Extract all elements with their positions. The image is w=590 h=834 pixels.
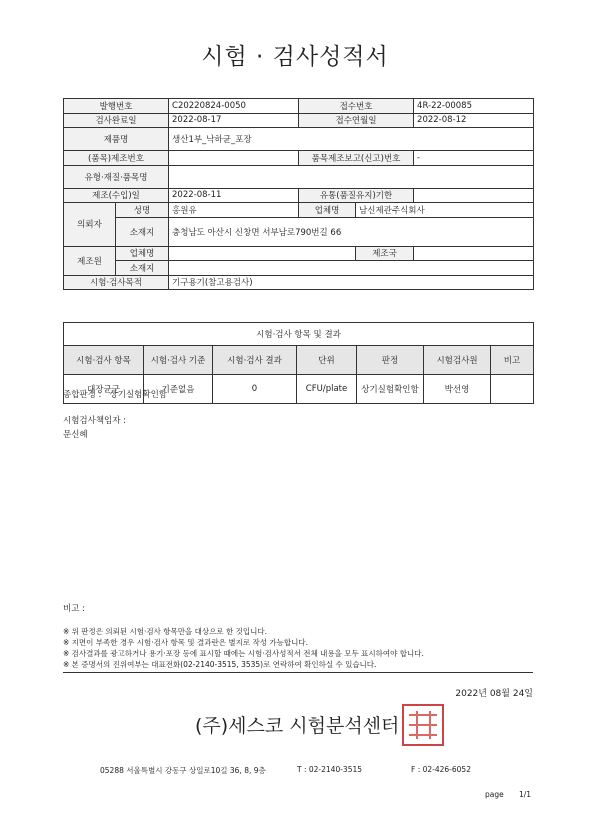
receipt-no-label: 접수번호 xyxy=(299,99,414,114)
receipt-date-value: 2022-08-12 xyxy=(414,113,534,128)
results-section-title: 시험·검사 항목 및 결과 xyxy=(64,323,534,346)
cell-test-item: 대장균군 xyxy=(64,375,144,404)
note-2: ※ 지면이 부족한 경우 시험·검사 항목 및 결과란은 별지로 작성 가능합니다. xyxy=(63,638,308,647)
cell-inspector: 박선영 xyxy=(424,375,491,404)
footer-address: 05288 서울특별시 강동구 상일로10길 36, 8, 9층 xyxy=(100,766,266,775)
header-test-item: 시험·검사 항목 xyxy=(64,346,144,375)
responsible-name: 문신혜 xyxy=(63,430,88,440)
overall-judgment xyxy=(63,388,167,400)
header-remarks: 비고 xyxy=(491,346,534,375)
purpose-value: 기구용기(참고용검사) xyxy=(169,275,534,290)
mfg-date-label: 제조(수입)일 xyxy=(64,188,169,203)
responsible-label: 시험검사책임자 : xyxy=(63,416,127,426)
purpose-label: 시험·검사목적 xyxy=(64,275,169,290)
report-no-value: - xyxy=(414,151,534,166)
country-value xyxy=(414,246,534,261)
product-label: 제품명 xyxy=(64,128,169,151)
address-value: 충청남도 아산시 신창면 서부남로790번길 66 xyxy=(169,217,534,246)
type-label: 유형·재질·품목명 xyxy=(64,165,169,188)
overall-value: 상기실험확인함 xyxy=(109,390,168,400)
issue-no-value: C20220824-0050 xyxy=(169,99,299,114)
expiry-label: 유통(품질유지)기한 xyxy=(299,188,414,203)
mfr-address-value xyxy=(169,261,534,276)
report-no-label: 품목제조보고(신고)번호 xyxy=(299,151,414,166)
mfg-date-value: 2022-08-11 xyxy=(169,188,299,203)
cell-judgment: 상기실험확인함 xyxy=(357,375,424,404)
page-number: 1/1 xyxy=(519,790,532,799)
document-title: 시험 · 검사성적서 xyxy=(201,44,389,70)
footer-fax: F : 02-426-6052 xyxy=(411,765,471,774)
divider xyxy=(63,672,533,673)
footer-tel: T : 02-2140-3515 xyxy=(297,765,363,774)
address-label: 소재지 xyxy=(116,217,169,246)
company-label: 업체명 xyxy=(299,203,356,218)
name-value: 홍원유 xyxy=(169,203,299,218)
completed-label: 검사완료일 xyxy=(64,113,169,128)
mfr-company-value xyxy=(169,246,356,261)
issue-date: 2022년 08월 24일 xyxy=(455,689,533,699)
company-seal-icon xyxy=(402,704,444,746)
note-4: ※ 본 증명서의 진위여부는 대표전화(02-2140-3515, 3535)로 연락하여 확인하실 수 있습니다. xyxy=(63,660,377,669)
header-inspector: 시험검사원 xyxy=(424,346,491,375)
header-criteria: 시험·검사 기준 xyxy=(144,346,213,375)
cell-criteria: 기준없음 xyxy=(144,375,213,404)
receipt-date-label: 접수연월일 xyxy=(299,113,414,128)
receipt-no-value: 4R-22-00085 xyxy=(414,99,534,114)
remarks-label: 비고 : xyxy=(63,604,85,614)
header-judgment: 판정 xyxy=(357,346,424,375)
overall-label: 종합판정 : xyxy=(63,390,102,400)
company-name: (주)세스코 시험분석센터 xyxy=(195,715,400,737)
name-label: 성명 xyxy=(116,203,169,218)
issue-no-label: 발행번호 xyxy=(64,99,169,114)
mfr-company-label: 업체명 xyxy=(116,246,169,261)
cell-remarks xyxy=(491,375,534,404)
requester-label: 의뢰자 xyxy=(64,203,116,247)
header-result: 시험·검사 결과 xyxy=(213,346,297,375)
completed-value: 2022-08-17 xyxy=(169,113,299,128)
cell-result: 0 xyxy=(213,375,297,404)
mfr-address-label: 소재지 xyxy=(116,261,169,276)
product-value: 생산1부_낙하균_포장 xyxy=(169,128,534,151)
country-label: 제조국 xyxy=(356,246,414,261)
expiry-value xyxy=(414,188,534,203)
maker-no-value xyxy=(169,151,299,166)
page-label: page xyxy=(485,790,504,799)
manufacturer-label: 제조원 xyxy=(64,246,116,275)
cell-unit: CFU/plate xyxy=(297,375,357,404)
info-table xyxy=(63,98,534,290)
maker-no-label: (품목)제조번호 xyxy=(64,151,169,166)
company-value: 남신제관주식회사 xyxy=(356,203,534,218)
header-unit: 단위 xyxy=(297,346,357,375)
type-value xyxy=(169,165,534,188)
note-3: ※ 검사결과를 광고하거나 용기·포장 등에 표시할 때에는 시험·검사성적서 전체 내용을 모두 표시하여야 합니다. xyxy=(63,649,424,658)
note-1: ※ 위 판정은 의뢰된 시험·검사 항목만을 대상으로 한 것입니다. xyxy=(63,627,268,636)
